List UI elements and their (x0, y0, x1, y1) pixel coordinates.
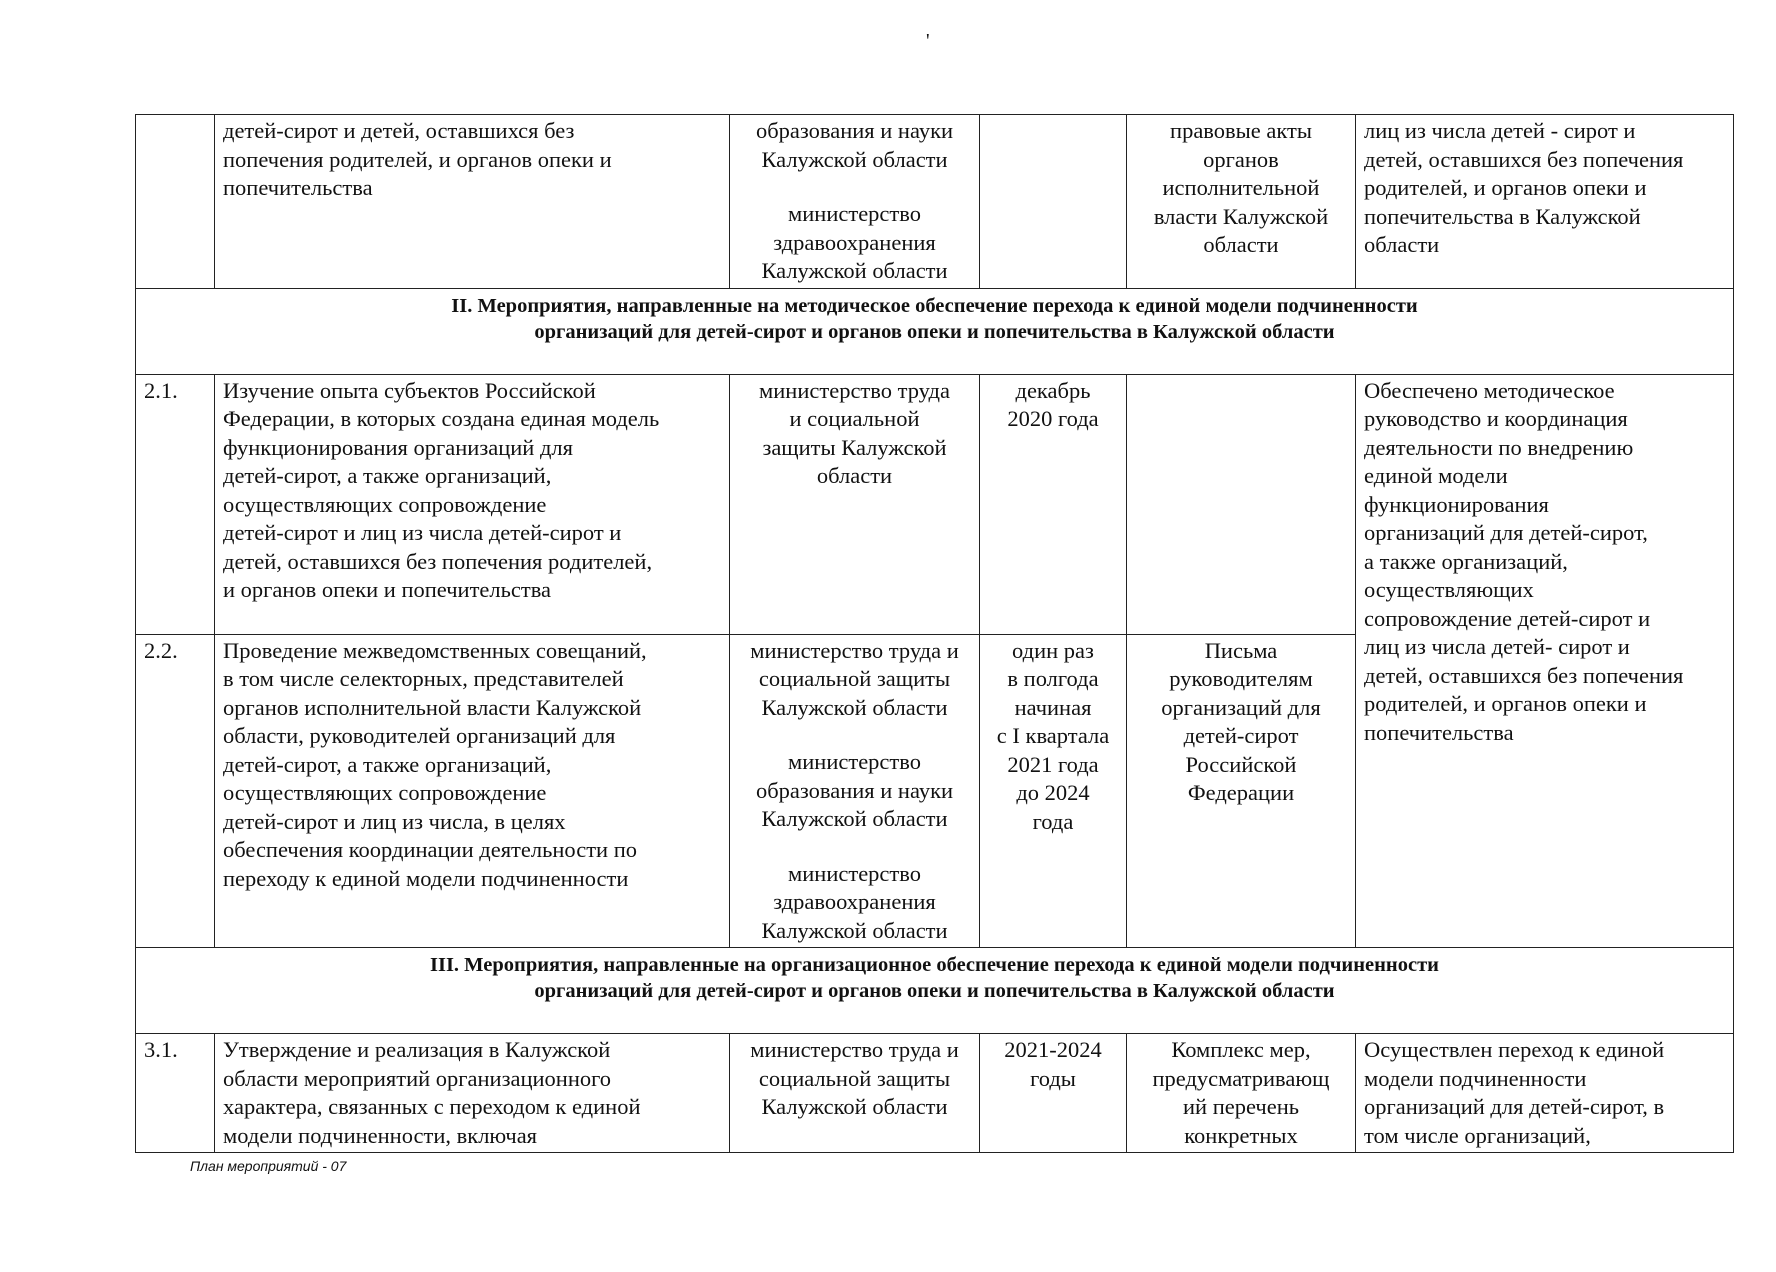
plan-table (135, 114, 1734, 1153)
result-cell: Обеспечено методическое руководство и координация деятельности по внедрению единой модели функционирования организаций для детей-сирот, а также организаций, осуществляющих сопровождение детей-сирот и лиц из числа детей- сирот и детей, оставшихся без попечения родителей, и органов опеки и попечительства (1356, 374, 1734, 948)
executor-cell: министерство труда и социальной защиты Калужской области (730, 1034, 980, 1153)
period-cell: декабрь 2020 года (980, 374, 1127, 634)
executor-text: образования и науки Калужской области (755, 118, 954, 172)
period-cell: один раз в полгода начиная с I квартала 2021 года до 2024 года (980, 634, 1127, 948)
table-row (136, 115, 1734, 289)
section-heading: III. Мероприятия, направленные на организационное обеспечение перехода к единой модели подчиненности организаций для детей-сирот и органов опеки и попечительства в Калужской области (136, 948, 1734, 1034)
executor-cell (730, 115, 980, 289)
section-row (136, 288, 1734, 374)
table-row (136, 374, 1734, 634)
period-cell: 2021-2024 годы (980, 1034, 1127, 1153)
executor-cell (730, 634, 980, 948)
activity-cell: Утверждение и реализация в Калужской области мероприятий организационного характера, связанных с переходом к единой модели подчиненности, включая (215, 1034, 730, 1153)
page-footer: План мероприятий - 07 (190, 1158, 347, 1174)
document-cell (1127, 374, 1356, 634)
top-mark: ' (926, 30, 930, 52)
executor-text: министерство здравоохранения Калужской области (761, 860, 948, 943)
executor-cell: министерство труда и социальной защиты Калужской области (730, 374, 980, 634)
section-heading: II. Мероприятия, направленные на методическое обеспечение перехода к единой модели подчиненности организаций для детей-сирот и органов опеки и попечительства в Калужской области (136, 288, 1734, 374)
activity-cell: детей-сирот и детей, оставшихся без попечения родителей, и органов опеки и попечительства (215, 115, 730, 289)
executor-text: министерство образования и науки Калужской области (755, 749, 954, 831)
result-cell: Осуществлен переход к единой модели подчиненности организаций для детей-сирот, в том числе организаций, (1356, 1034, 1734, 1153)
result-cell: лиц из числа детей - сирот и детей, оставшихся без попечения родителей, и органов опеки и попечительства в Калужской области (1356, 115, 1734, 289)
document-cell: Письма руководителям организаций для детей-сирот Российской Федерации (1127, 634, 1356, 948)
section-row (136, 948, 1734, 1034)
activity-cell: Проведение межведомственных совещаний, в том числе селекторных, представителей органов исполнительной власти Калужской области, руководителей организаций для детей-сирот, а также организаций, осуществляющих сопровождение детей-сирот и лиц из числа, в целях обеспечения координации деятельности по переходу к единой модели подчиненности (215, 634, 730, 948)
period-cell (980, 115, 1127, 289)
document-cell: правовые акты органов исполнительной власти Калужской области (1127, 115, 1356, 289)
num-cell: 2.2. (136, 634, 215, 948)
activity-cell: Изучение опыта субъектов Российской Федерации, в которых создана единая модель функционирования организаций для детей-сирот, а также организаций, осуществляющих сопровождение детей-сирот и лиц из числа детей-сирот и детей, оставшихся без попечения родителей, и органов опеки и попечительства (215, 374, 730, 634)
num-cell: 2.1. (136, 374, 215, 634)
num-cell (136, 115, 215, 289)
executor-text: министерство здравоохранения Калужской области (761, 201, 948, 283)
document-cell: Комплекс мер, предусматривающ ий перечень конкретных (1127, 1034, 1356, 1153)
executor-text: министерство труда и социальной защиты Калужской области (750, 637, 959, 720)
table-row (136, 1034, 1734, 1153)
num-cell: 3.1. (136, 1034, 215, 1153)
